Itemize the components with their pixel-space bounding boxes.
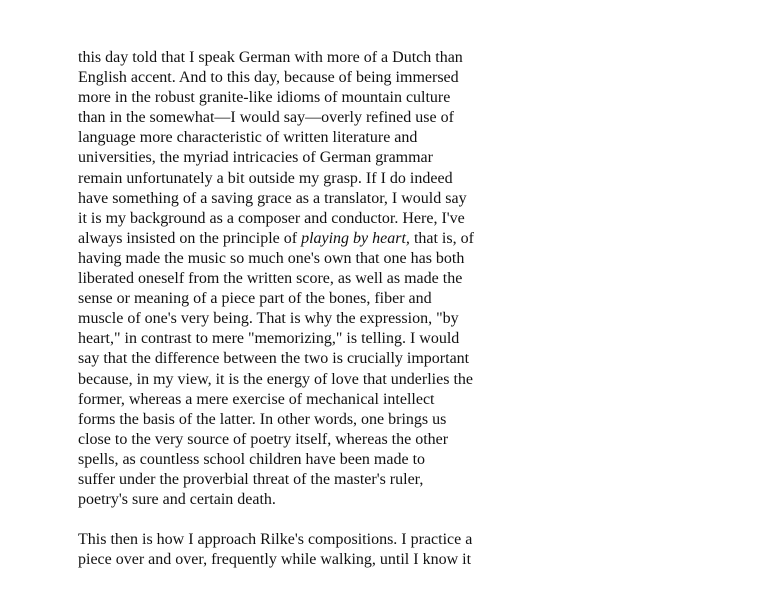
text-line: have something of a saving grace as a translator, I would say [78, 189, 467, 207]
text-line: liberated oneself from the written score, as well as made the [78, 270, 463, 288]
text-line: this day told that I speak German with more of a Dutch than [78, 49, 463, 66]
text-line: universities, the myriad intricacies of German grammar [78, 149, 433, 167]
text-line: more in the robust granite-like idioms of mountain culture [78, 89, 451, 107]
text-line: say that the difference between the two is crucially important [78, 350, 470, 368]
text-line: spells, as countless school children have been made to [78, 450, 426, 468]
document-page [78, 48, 508, 570]
text-line: than in the somewhat—I would say—overly refined use of [78, 109, 454, 127]
text-line: forms the basis of the latter. In other words, one brings us [78, 410, 447, 428]
text-line: piece over and over, frequently while walking, until I know it [78, 551, 472, 569]
text-line-with-emphasis [78, 229, 508, 249]
text-line: former, whereas a mere exercise of mechanical intellect [78, 390, 435, 408]
text-line: language more characteristic of written literature and [78, 129, 418, 147]
text-line: poetry's sure and certain death. [78, 491, 276, 509]
text-line: suffer under the proverbial threat of the master's ruler, [78, 470, 424, 488]
text-line: remain unfortunately a bit outside my grasp. If I do indeed [78, 169, 453, 187]
paragraph-1 [78, 48, 508, 510]
text-line: it is my background as a composer and conductor. Here, I've [78, 209, 465, 227]
line-post-text: that is, of [409, 229, 474, 247]
text-line: close to the very source of poetry itself, whereas the other [78, 430, 449, 448]
paragraph-2 [78, 530, 508, 570]
text-line: muscle of one's very being. That is why the expression, "by [78, 310, 459, 328]
text-line: This then is how I approach Rilke's compositions. I practice a [78, 531, 473, 549]
text-line: having made the music so much one's own that one has both [78, 249, 465, 267]
text-line: English accent. And to this day, because of being immersed [78, 69, 459, 87]
emphasized-phrase: playing by heart, [301, 229, 410, 247]
line-pre-text: always insisted on the principle of [78, 229, 302, 247]
text-line: heart," in contrast to mere "memorizing," is telling. I would [78, 330, 460, 348]
text-line: sense or meaning of a piece part of the bones, fiber and [78, 290, 432, 308]
text-line: because, in my view, it is the energy of love that underlies the [78, 370, 473, 388]
